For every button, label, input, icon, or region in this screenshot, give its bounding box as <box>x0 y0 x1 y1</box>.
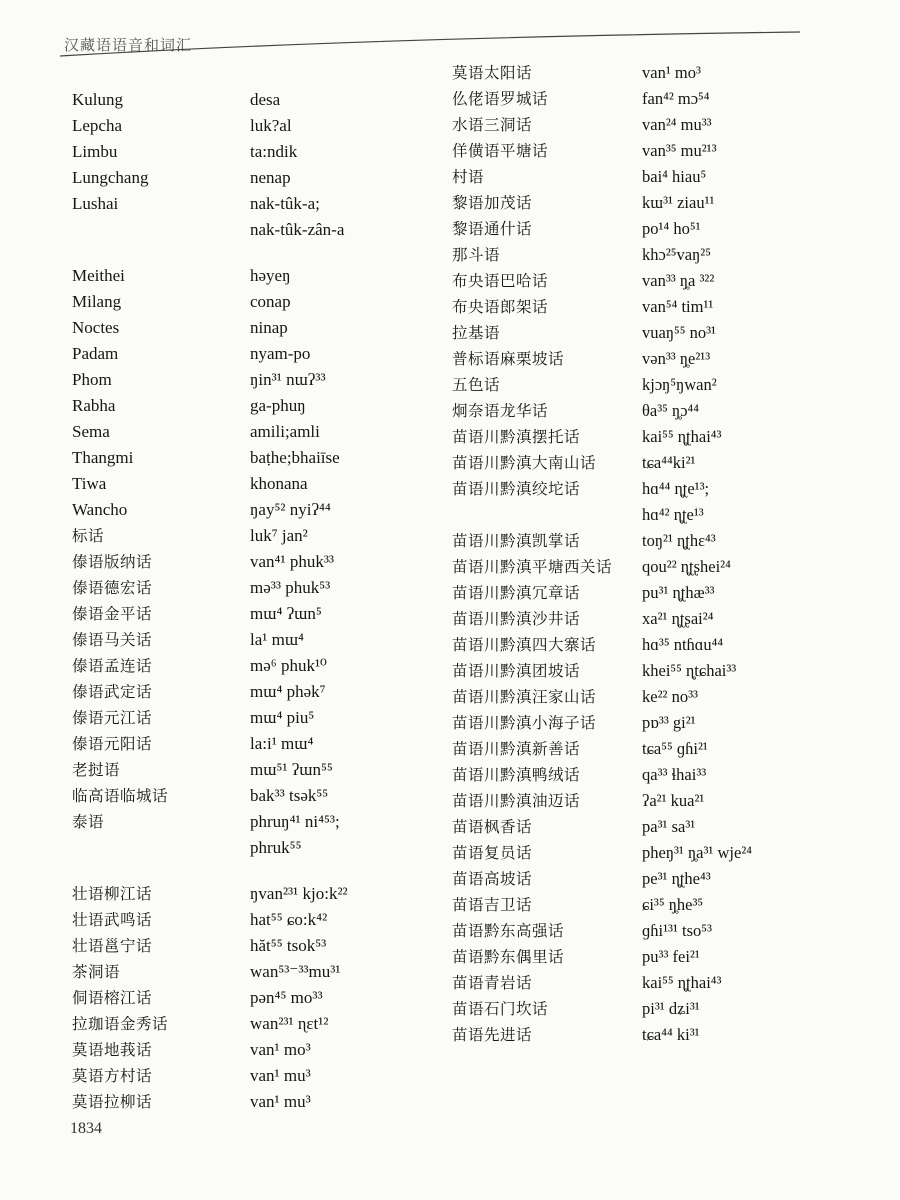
word-form: kjɔŋ⁵ŋwan² <box>642 375 717 394</box>
language-name: 苗语高坡话 <box>452 870 533 888</box>
entry-row <box>452 1022 892 1048</box>
language-name: 苗语青岩话 <box>452 974 533 992</box>
entry-row <box>72 881 452 907</box>
entry-row <box>72 289 452 315</box>
language-name: 傣语元江话 <box>72 709 153 727</box>
entry-row <box>452 840 892 866</box>
word-form: van⁴¹ phuk³³ <box>250 552 335 571</box>
word-form: phruk⁵⁵ <box>250 838 302 857</box>
entry-row <box>72 933 452 959</box>
word-form: kai⁵⁵ ɳ̥ʈhai⁴³ <box>642 427 722 446</box>
entry-row <box>452 970 892 996</box>
language-name: Phom <box>72 370 112 389</box>
word-form: ʔa²¹ kua²¹ <box>642 791 705 810</box>
word-form: amili;amli <box>250 422 320 441</box>
language-name: 莫语拉柳话 <box>72 1093 153 1111</box>
entry-row <box>452 112 892 138</box>
language-name: 临高语临城话 <box>72 787 169 805</box>
entry-row <box>452 476 892 502</box>
word-form: pheŋ³¹ ŋ̥a³¹ wje²⁴ <box>642 843 753 862</box>
entry-row <box>72 679 452 705</box>
language-name: 苗语川黔滇团坡话 <box>452 662 581 680</box>
entry-row <box>72 627 452 653</box>
word-form: toŋ²¹ ɳ̥ʈhɛ⁴³ <box>642 531 716 550</box>
entry-row <box>72 959 452 985</box>
word-form: nak-tûk-zân-a <box>250 220 345 239</box>
entry-row <box>72 1089 452 1115</box>
entry-row <box>452 814 892 840</box>
word-form: hɑ³⁵ ntɦɑu⁴⁴ <box>642 635 724 654</box>
word-form: hɑ⁴⁴ ɳ̥ʈe¹³; <box>642 479 710 498</box>
language-name: 标话 <box>72 527 105 545</box>
entry-row <box>72 315 452 341</box>
language-name: 苗语石门坎话 <box>452 1000 549 1018</box>
word-form: kɯ³¹ ziau¹¹ <box>642 193 715 212</box>
word-form: mɯ⁵¹ ʔɯn⁵⁵ <box>250 760 333 779</box>
entry-row <box>72 705 452 731</box>
language-name: 苗语川黔滇冗章话 <box>452 584 581 602</box>
language-name: 拉基语 <box>452 324 501 342</box>
word-form: van²⁴ mu³³ <box>642 115 712 134</box>
language-name: Lushai <box>72 194 119 213</box>
language-name: 傣语德宏话 <box>72 579 153 597</box>
word-form: khɔ²⁵vaŋ²⁵ <box>642 245 711 264</box>
word-form: mɯ⁴ phək⁷ <box>250 682 326 701</box>
entry-row <box>72 861 452 881</box>
language-name: 傣语版纳话 <box>72 553 153 571</box>
language-name: 苗语川黔滇平塘西关话 <box>452 558 613 576</box>
language-name: 苗语川黔滇四大寨话 <box>452 636 597 654</box>
word-form: qou²² ɳ̥ʈʂhei²⁴ <box>642 557 731 576</box>
entry-row <box>72 263 452 289</box>
word-form: la¹ mɯ⁴ <box>250 630 304 649</box>
language-name: 傣语元阳话 <box>72 735 153 753</box>
language-name: 苗语川黔滇沙井话 <box>452 610 581 628</box>
entry-row <box>452 294 892 320</box>
entry-row <box>452 632 892 658</box>
word-form: mə³³ phuk⁵³ <box>250 578 331 597</box>
word-form: hat⁵⁵ ɕo:k⁴² <box>250 910 328 929</box>
word-form: nenap <box>250 168 291 187</box>
language-name: 苗语吉卫话 <box>452 896 533 914</box>
language-name: 普标语麻栗坡话 <box>452 350 565 368</box>
language-name: 苗语黔东偶里话 <box>452 948 565 966</box>
entry-row <box>452 528 892 554</box>
entry-row <box>72 907 452 933</box>
language-name: 苗语川黔滇油迈话 <box>452 792 581 810</box>
entry-row <box>452 190 892 216</box>
entry-row <box>72 757 452 783</box>
entry-row <box>72 731 452 757</box>
word-form: ŋvan²³¹ kjo:k²² <box>250 884 348 903</box>
word-form: ninap <box>250 318 288 337</box>
language-name <box>72 835 250 861</box>
entry-row <box>452 606 892 632</box>
word-form: pu³³ fei²¹ <box>642 947 700 966</box>
word-form: van¹ mo³ <box>250 1040 311 1059</box>
word-form: bak³³ tsək⁵⁵ <box>250 786 329 805</box>
word-form: wan²³¹ ɳɛt¹² <box>250 1014 329 1033</box>
entry-row <box>72 217 452 243</box>
entry-row <box>452 710 892 736</box>
language-name <box>72 217 250 243</box>
word-form: tɕa⁵⁵ ɡɦi²¹ <box>642 739 708 758</box>
word-form: ɡɦi¹³¹ tso⁵³ <box>642 921 713 940</box>
language-name: Meithei <box>72 266 125 285</box>
language-name: 黎语通什话 <box>452 220 533 238</box>
entry-row <box>72 985 452 1011</box>
word-form: bai⁴ hiau⁵ <box>642 167 707 186</box>
word-form: van³³ ŋ̥a ³²² <box>642 271 715 290</box>
entry-row <box>72 783 452 809</box>
entry-row <box>452 684 892 710</box>
language-name: 傣语孟连话 <box>72 657 153 675</box>
entry-row <box>72 341 452 367</box>
language-name: 傣语马关话 <box>72 631 153 649</box>
word-form: mɯ⁴ ʔɯn⁵ <box>250 604 322 623</box>
entry-row <box>452 450 892 476</box>
language-name: Wancho <box>72 500 128 519</box>
language-name: 炯奈语龙华话 <box>452 402 549 420</box>
word-form: qa³³ ɬhai³³ <box>642 765 707 784</box>
entry-row <box>72 653 452 679</box>
entry-row <box>452 502 892 528</box>
language-name: 傣语金平话 <box>72 605 153 623</box>
word-form: pu³¹ ɳ̥ʈhæ³³ <box>642 583 715 602</box>
entry-row <box>452 996 892 1022</box>
entry-row <box>452 346 892 372</box>
word-form: hɑ⁴² ɳ̥ʈe¹³ <box>642 505 704 524</box>
language-name: 苗语川黔滇鸭绒话 <box>452 766 581 784</box>
word-form: mɯ⁴ piu⁵ <box>250 708 315 727</box>
language-name: Thangmi <box>72 448 134 467</box>
word-form: van³⁵ mu²¹³ <box>642 141 717 160</box>
word-form: hăt⁵⁵ tsok⁵³ <box>250 936 327 955</box>
word-form: ga-phuŋ <box>250 396 306 415</box>
entry-row <box>452 944 892 970</box>
entry-row <box>452 580 892 606</box>
word-form: ke²² no³³ <box>642 687 698 706</box>
language-name: Padam <box>72 344 119 363</box>
entry-row <box>72 471 452 497</box>
word-form: desa <box>250 90 281 109</box>
word-form: θa³⁵ ŋ̥ɔ⁴⁴ <box>642 401 700 420</box>
language-name: 苗语枫香话 <box>452 818 533 836</box>
word-form: phruŋ⁴¹ ni⁴⁵³; <box>250 812 340 831</box>
language-name: 苗语川黔滇小海子话 <box>452 714 597 732</box>
language-name: 莫语地莪话 <box>72 1041 153 1059</box>
right-column <box>452 60 892 1048</box>
word-form: van⁵⁴ tim¹¹ <box>642 297 714 316</box>
word-form: həyeŋ <box>250 266 291 285</box>
entry-row <box>452 268 892 294</box>
language-name: 泰语 <box>72 813 105 831</box>
language-name <box>72 861 250 881</box>
entry-row <box>72 139 452 165</box>
language-name: Limbu <box>72 142 118 161</box>
word-form: pa³¹ sa³¹ <box>642 817 696 836</box>
word-form: tɕa⁴⁴ ki³¹ <box>642 1025 700 1044</box>
word-form: wan⁵³⁻³³mu³¹ <box>250 962 341 981</box>
entry-row <box>452 164 892 190</box>
language-name: Rabha <box>72 396 116 415</box>
entry-row <box>72 113 452 139</box>
language-name: 黎语加茂话 <box>452 194 533 212</box>
entry-row <box>72 1037 452 1063</box>
entry-row <box>72 87 452 113</box>
entry-row <box>452 398 892 424</box>
header-rule <box>60 28 800 62</box>
language-name: 苗语川黔滇摆托话 <box>452 428 581 446</box>
word-form: ŋay⁵² nyiʔ⁴⁴ <box>250 500 331 519</box>
left-column <box>72 87 452 1115</box>
language-name: 莫语太阳话 <box>452 64 533 82</box>
entry-row <box>72 809 452 835</box>
entry-row <box>452 320 892 346</box>
word-form: kai⁵⁵ ɳ̥ʈhai⁴³ <box>642 973 722 992</box>
language-name <box>72 243 250 263</box>
language-name: 村语 <box>452 168 485 186</box>
word-form: pɒ³³ gi²¹ <box>642 713 696 732</box>
entry-row <box>72 835 452 861</box>
entry-row <box>452 788 892 814</box>
entry-row <box>72 367 452 393</box>
language-name: 佯僙语平塘话 <box>452 142 549 160</box>
language-name: Noctes <box>72 318 120 337</box>
word-form: xa²¹ ɳ̥ʈʂai²⁴ <box>642 609 714 628</box>
entry-row <box>72 549 452 575</box>
entry-row <box>72 1063 452 1089</box>
language-name: 壮语柳江话 <box>72 885 153 903</box>
language-name: Tiwa <box>72 474 107 493</box>
language-name: 苗语黔东高强话 <box>452 922 565 940</box>
word-form: vən³³ ŋ̥e²¹³ <box>642 349 711 368</box>
language-name: 侗语榕江话 <box>72 989 153 1007</box>
language-name: Lungchang <box>72 168 149 187</box>
entry-row <box>72 601 452 627</box>
entry-row <box>72 1011 452 1037</box>
language-name: 苗语川黔滇汪家山话 <box>452 688 597 706</box>
word-form: pi³¹ dʑi³¹ <box>642 999 700 1018</box>
entry-row <box>452 372 892 398</box>
language-name: Lepcha <box>72 116 123 135</box>
entry-row <box>72 445 452 471</box>
entry-row <box>452 86 892 112</box>
language-name: 水语三洞话 <box>452 116 533 134</box>
entry-row <box>452 60 892 86</box>
language-name: 苗语复员话 <box>452 844 533 862</box>
word-form: tɕa⁴⁴ki²¹ <box>642 453 696 472</box>
entry-row <box>72 523 452 549</box>
language-name: 茶洞语 <box>72 963 121 981</box>
entry-row <box>452 892 892 918</box>
word-form: nyam-po <box>250 344 311 363</box>
word-form: fan⁴² mɔ⁵⁴ <box>642 89 710 108</box>
entry-row <box>72 165 452 191</box>
word-form: van¹ mu³ <box>250 1066 311 1085</box>
language-name: Kulung <box>72 90 123 109</box>
entry-row <box>72 393 452 419</box>
entry-row <box>452 138 892 164</box>
language-name: 苗语川黔滇绞坨话 <box>452 480 581 498</box>
language-name: 仫佬语罗城话 <box>452 90 549 108</box>
word-form: van¹ mo³ <box>642 63 701 82</box>
language-name: 壮语武鸣话 <box>72 911 153 929</box>
word-form: van¹ mu³ <box>250 1092 311 1111</box>
entry-row <box>72 243 452 263</box>
entry-row <box>452 242 892 268</box>
word-form: baṭhe;bhaiīse <box>250 448 340 467</box>
word-form: ta:ndik <box>250 142 298 161</box>
language-name: Milang <box>72 292 122 311</box>
language-name: 苗语川黔滇新善话 <box>452 740 581 758</box>
word-form: la:i¹ mɯ⁴ <box>250 734 314 753</box>
language-name: 那斗语 <box>452 246 501 264</box>
entry-row <box>452 424 892 450</box>
language-name <box>452 502 642 528</box>
entry-row <box>452 918 892 944</box>
language-name: 苗语先进话 <box>452 1026 533 1044</box>
language-name: 壮语邕宁话 <box>72 937 153 955</box>
word-form: pən⁴⁵ mo³³ <box>250 988 323 1007</box>
word-form: mə⁶ phuk¹⁰ <box>250 656 327 675</box>
entry-row <box>452 554 892 580</box>
language-name: 布央语郎架话 <box>452 298 549 316</box>
language-name: 苗语川黔滇凯掌话 <box>452 532 581 550</box>
word-form: khei⁵⁵ ɳ̥tɕhai³³ <box>642 661 737 680</box>
entry-row <box>72 191 452 217</box>
entry-row <box>452 736 892 762</box>
language-name: Sema <box>72 422 110 441</box>
entry-row <box>452 762 892 788</box>
language-name: 傣语武定话 <box>72 683 153 701</box>
running-header: 汉藏语语音和词汇 <box>64 38 193 54</box>
entry-row <box>72 575 452 601</box>
language-name: 苗语川黔滇大南山话 <box>452 454 597 472</box>
language-name: 老挝语 <box>72 761 121 779</box>
word-form: luk⁷ jan² <box>250 526 308 545</box>
word-form: ɕi³⁵ ŋ̥he³⁵ <box>642 895 704 914</box>
entry-row <box>452 866 892 892</box>
page-number: 1834 <box>70 1120 102 1137</box>
word-form: nak-tûk-a; <box>250 194 320 213</box>
word-form: vuaŋ⁵⁵ no³¹ <box>642 323 717 342</box>
entry-row <box>72 497 452 523</box>
word-form: luk?al <box>250 116 292 135</box>
language-name: 布央语巴哈话 <box>452 272 549 290</box>
word-form: po¹⁴ ho⁵¹ <box>642 219 701 238</box>
language-name: 拉珈语金秀话 <box>72 1015 169 1033</box>
language-name: 五色话 <box>452 376 501 394</box>
word-form: ŋin³¹ nɯʔ³³ <box>250 370 326 389</box>
language-name: 莫语方村话 <box>72 1067 153 1085</box>
entry-row <box>72 419 452 445</box>
entry-row <box>452 658 892 684</box>
word-form: khonana <box>250 474 308 493</box>
entry-row <box>452 216 892 242</box>
word-form: pe³¹ ɳ̥ʈhe⁴³ <box>642 869 711 888</box>
word-form: conap <box>250 292 291 311</box>
